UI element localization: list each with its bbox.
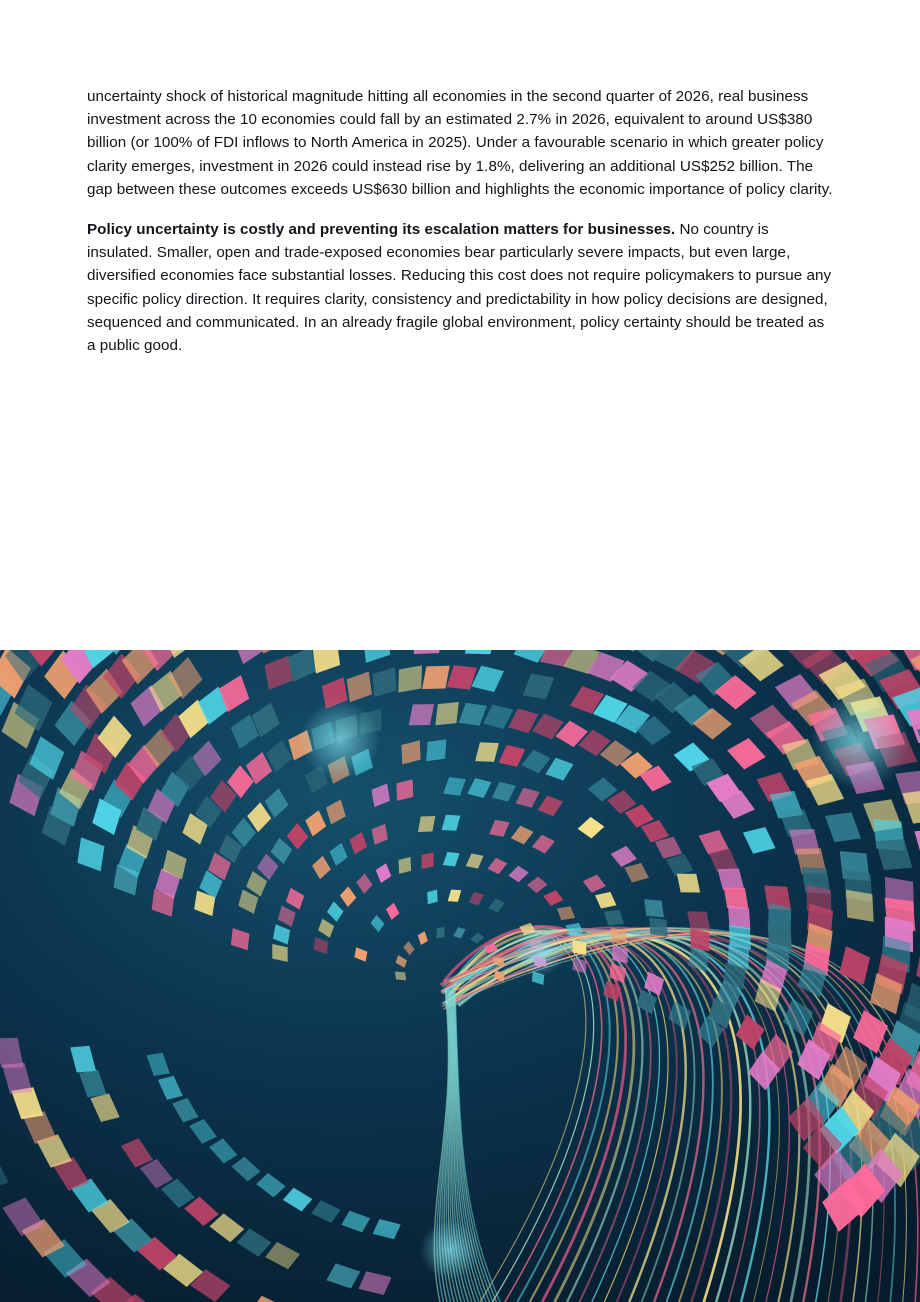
glow-highlight — [300, 700, 380, 780]
vortex-tile — [611, 927, 627, 944]
hero-illustration — [0, 650, 920, 1302]
vortex-tile — [846, 890, 874, 922]
vortex-tile — [572, 940, 586, 955]
body-text — [87, 85, 833, 374]
glow-highlight — [810, 690, 910, 790]
vortex-tile — [421, 852, 433, 869]
vortex-tile — [724, 887, 749, 909]
vortex-tile — [418, 816, 435, 832]
vortex-tile — [644, 899, 664, 917]
abstract-vortex-illustration — [0, 650, 920, 1302]
paragraph-body: No country is insulated. Smaller, open and trade-exposed economies bear particularly severe impacts, but even large, diversified economies face substantial losses. Reducing this cost does not require policymakers to pursue any specific policy direction. It requires clarity, consistency and predictability in how policy decisions are designed, sequenced and communicated. In an already fragile global environment, policy certainty should be treated as a public good. — [87, 221, 832, 355]
paragraph-investment-scenarios: uncertainty shock of historical magnitude hitting all economies in the second quarter of 2026, real business investment across the 10 economies could fall by an estimated 2.7% in 2026, equivalent to around US$380 billion (or 100% of FDI inflows to North America in 2025). Under a favourable scenario in which greater policy clarity emerges, investment in 2026 could instead rise by 1.8%, delivering an additional US$252 billion. The gap between these outcomes exceeds US$630 billion and highlights the economic importance of policy clarity. — [87, 88, 833, 198]
vortex-tile — [687, 911, 710, 930]
vortex-tile — [677, 874, 700, 893]
vortex-tile — [649, 917, 668, 936]
paragraph-lead-bold: Policy uncertainty is costly and preventing its escalation matters for businesses. — [87, 221, 676, 239]
vortex-tile — [395, 972, 406, 981]
paragraph-policy-uncertainty — [87, 218, 833, 357]
vortex-tile — [493, 957, 504, 965]
glow-highlight — [420, 1220, 480, 1280]
vortex-tile — [398, 665, 422, 692]
glow-highlight — [514, 924, 566, 976]
vortex-tile — [409, 704, 434, 725]
vortex-tile — [422, 666, 450, 689]
vortex-tile — [426, 739, 446, 761]
vortex-tile — [435, 702, 458, 725]
vortex-tile — [437, 927, 445, 939]
